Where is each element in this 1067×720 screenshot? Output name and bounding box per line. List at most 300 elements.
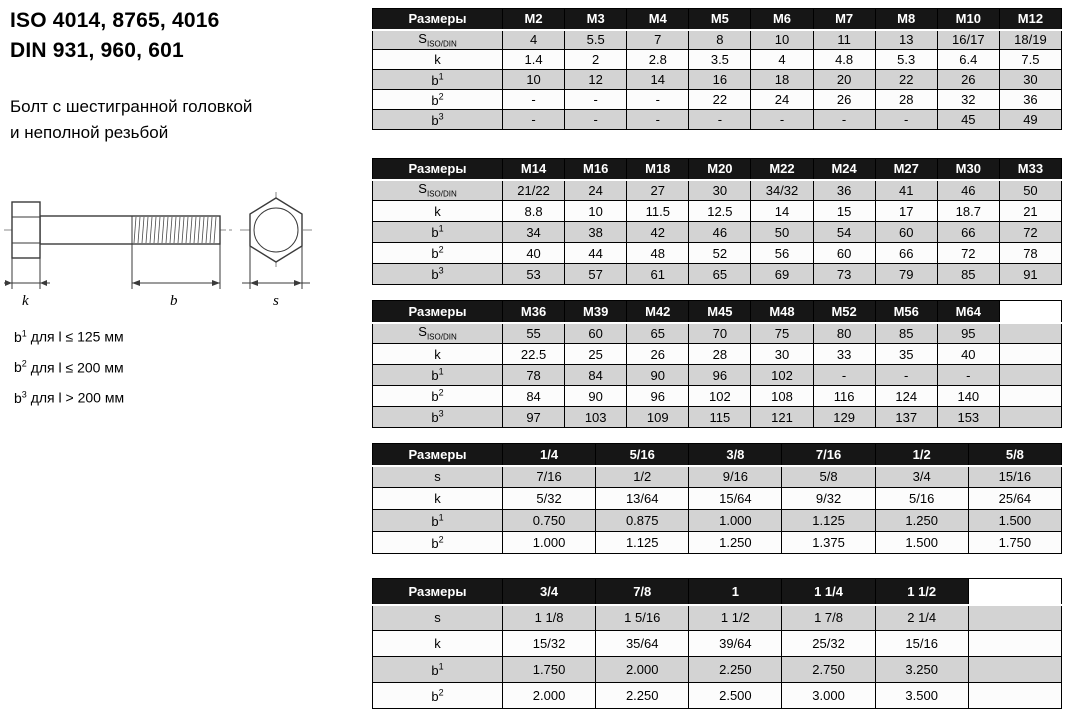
spec-value: 52: [689, 243, 751, 264]
spec-value: 73: [813, 264, 875, 285]
note-line-3: $b^3$ для l > 200 мм: [14, 389, 125, 406]
size-column-header: 7/8: [596, 579, 689, 605]
header-row: [373, 159, 1062, 180]
spec-value: 137: [875, 407, 937, 428]
spec-value: 1.125: [782, 510, 875, 532]
left-panel: [0, 0, 370, 720]
spec-value: 4: [751, 50, 813, 70]
spec-value: 80: [813, 323, 875, 344]
spec-value: -: [813, 365, 875, 386]
spec-value: 0.750: [503, 510, 596, 532]
bolt-side-view: [12, 202, 220, 258]
row-label: $b^2$: [373, 532, 503, 554]
dim-k-label: k: [22, 293, 29, 309]
spec-value: 1.000: [503, 532, 596, 554]
spec-value: 79: [875, 264, 937, 285]
bolt-end-view: [240, 192, 312, 268]
spec-value: [999, 407, 1061, 428]
spec-value: 25: [565, 344, 627, 365]
header-row: [373, 9, 1062, 30]
spec-value: 35: [875, 344, 937, 365]
spec-value: 48: [627, 243, 689, 264]
table-row: [373, 90, 1062, 110]
row-label: $S_{ISO/DIN}$: [373, 180, 503, 201]
size-column-header: M22: [751, 159, 813, 180]
table-row: [373, 110, 1062, 130]
row-label: $b^2$: [373, 90, 503, 110]
spec-value: 85: [937, 264, 999, 285]
spec-value: 10: [503, 70, 565, 90]
spec-value: 50: [751, 222, 813, 243]
table-row: [373, 30, 1062, 50]
spec-value: 1.250: [689, 532, 782, 554]
table-row: [373, 50, 1062, 70]
row-label: $b^1$: [373, 657, 503, 683]
spec-value: 124: [875, 386, 937, 407]
spec-value: [999, 323, 1061, 344]
spec-value: 56: [751, 243, 813, 264]
spec-value: 25/64: [968, 488, 1061, 510]
row-label: s: [373, 605, 503, 631]
spec-value: 46: [937, 180, 999, 201]
spec-value: [999, 386, 1061, 407]
spec-value: 32: [937, 90, 999, 110]
size-column-header: M27: [875, 159, 937, 180]
spec-value: 15/16: [968, 466, 1061, 488]
spec-value: 5.3: [875, 50, 937, 70]
sizes-header: Размеры: [373, 9, 503, 30]
header-row: [373, 579, 1062, 605]
dim-s-label: s: [273, 293, 279, 309]
table-row: [373, 657, 1062, 683]
spec-value: 54: [813, 222, 875, 243]
size-column-header: M45: [689, 301, 751, 323]
spec-value: 3.500: [875, 683, 968, 709]
row-label: k: [373, 488, 503, 510]
size-column-header: M64: [937, 301, 999, 323]
spec-value: 7/16: [503, 466, 596, 488]
spec-value: 41: [875, 180, 937, 201]
spec-value: 30: [689, 180, 751, 201]
spec-value: 49: [999, 110, 1061, 130]
size-column-header: 1 1/4: [782, 579, 875, 605]
length-notes: [14, 320, 124, 412]
description-line-2: и неполной резьбой: [10, 123, 169, 142]
spec-value: [968, 657, 1061, 683]
spec-value: 103: [565, 407, 627, 428]
row-label: $b^1$: [373, 365, 503, 386]
spec-value: 91: [999, 264, 1061, 285]
size-column-header: M12: [999, 9, 1061, 30]
spec-value: 1.4: [503, 50, 565, 70]
spec-value: 90: [565, 386, 627, 407]
spec-value: 18/19: [999, 30, 1061, 50]
size-column-header: M4: [627, 9, 689, 30]
spec-value: 90: [627, 365, 689, 386]
spec-value: 2 1/4: [875, 605, 968, 631]
bolt-technical-drawing: [4, 186, 364, 314]
spec-value: 42: [627, 222, 689, 243]
spec-value: 22: [689, 90, 751, 110]
size-column-header: M56: [875, 301, 937, 323]
spec-value: [968, 683, 1061, 709]
spec-value: 36: [813, 180, 875, 201]
spec-value: 1.250: [875, 510, 968, 532]
spec-value: 65: [689, 264, 751, 285]
spec-value: 5.5: [565, 30, 627, 50]
spec-table-4: [372, 443, 1062, 554]
spec-value: 84: [503, 386, 565, 407]
size-column-header: M42: [627, 301, 689, 323]
din-standards-line: DIN 931, 960, 601: [10, 39, 184, 62]
spec-value: 1.750: [503, 657, 596, 683]
spec-value: 13: [875, 30, 937, 50]
size-column-header: M36: [503, 301, 565, 323]
spec-value: 21/22: [503, 180, 565, 201]
spec-value: 7.5: [999, 50, 1061, 70]
spec-value: 11.5: [627, 201, 689, 222]
spec-value: [968, 631, 1061, 657]
product-description: [10, 94, 252, 146]
spec-value: 14: [751, 201, 813, 222]
header-row: [373, 444, 1062, 466]
spec-value: 2.250: [596, 683, 689, 709]
sizes-header: Размеры: [373, 301, 503, 323]
table-row: [373, 466, 1062, 488]
spec-value: 16/17: [937, 30, 999, 50]
spec-value: 12: [565, 70, 627, 90]
size-column-header: M10: [937, 9, 999, 30]
size-column-header: M6: [751, 9, 813, 30]
spec-value: 34: [503, 222, 565, 243]
size-column-header: M2: [503, 9, 565, 30]
spec-value: 4.8: [813, 50, 875, 70]
spec-value: 96: [689, 365, 751, 386]
table-row: [373, 683, 1062, 709]
note-line-2: $b^2$ для l ≤ 200 мм: [14, 358, 124, 376]
tables-area: [372, 0, 1062, 720]
spec-value: 78: [503, 365, 565, 386]
spec-value: -: [875, 365, 937, 386]
spec-value: 1.500: [968, 510, 1061, 532]
spec-value: 22: [875, 70, 937, 90]
spec-value: 28: [689, 344, 751, 365]
size-column-header: M16: [565, 159, 627, 180]
spec-value: 2.500: [689, 683, 782, 709]
spec-value: 35/64: [596, 631, 689, 657]
spec-value: 5/8: [782, 466, 875, 488]
spec-value: 129: [813, 407, 875, 428]
spec-value: 66: [875, 243, 937, 264]
spec-value: 96: [627, 386, 689, 407]
size-column-header: M30: [937, 159, 999, 180]
spec-value: 1 1/2: [689, 605, 782, 631]
size-column-header: M52: [813, 301, 875, 323]
spec-value: -: [627, 90, 689, 110]
spec-value: 60: [565, 323, 627, 344]
row-label: $S_{ISO/DIN}$: [373, 323, 503, 344]
spec-value: 95: [937, 323, 999, 344]
table-row: [373, 365, 1062, 386]
spec-value: -: [689, 110, 751, 130]
row-label: $b^1$: [373, 510, 503, 532]
empty-header-cell: [968, 579, 1061, 605]
size-column-header: M7: [813, 9, 875, 30]
spec-value: 14: [627, 70, 689, 90]
spec-value: 1 1/8: [503, 605, 596, 631]
spec-value: 2.250: [689, 657, 782, 683]
spec-value: 9/32: [782, 488, 875, 510]
empty-header-cell: [999, 301, 1061, 323]
spec-value: 15/32: [503, 631, 596, 657]
spec-value: 3.5: [689, 50, 751, 70]
iso-standards-line: ISO 4014, 8765, 4016: [10, 9, 220, 32]
table-row: [373, 631, 1062, 657]
spec-value: 8: [689, 30, 751, 50]
spec-value: 1.750: [968, 532, 1061, 554]
spec-value: 17: [875, 201, 937, 222]
spec-value: 121: [751, 407, 813, 428]
spec-value: 72: [999, 222, 1061, 243]
spec-value: 2: [565, 50, 627, 70]
size-column-header: 5/16: [596, 444, 689, 466]
dimension-b: [132, 244, 220, 309]
spec-value: 70: [689, 323, 751, 344]
sizes-header: Размеры: [373, 159, 503, 180]
spec-value: 3/4: [875, 466, 968, 488]
spec-value: 9/16: [689, 466, 782, 488]
spec-value: 12.5: [689, 201, 751, 222]
table-row: [373, 407, 1062, 428]
spec-value: 61: [627, 264, 689, 285]
spec-value: 84: [565, 365, 627, 386]
table-row: [373, 510, 1062, 532]
table-row: [373, 488, 1062, 510]
table-row: [373, 222, 1062, 243]
row-label: $b^1$: [373, 222, 503, 243]
spec-value: 26: [627, 344, 689, 365]
spec-value: 34/32: [751, 180, 813, 201]
spec-value: -: [813, 110, 875, 130]
spec-value: 15: [813, 201, 875, 222]
spec-value: 1.500: [875, 532, 968, 554]
spec-value: 7: [627, 30, 689, 50]
size-column-header: 5/8: [968, 444, 1061, 466]
spec-value: 53: [503, 264, 565, 285]
size-column-header: 1: [689, 579, 782, 605]
row-label: k: [373, 201, 503, 222]
table-row: [373, 605, 1062, 631]
spec-value: 30: [751, 344, 813, 365]
size-column-header: M8: [875, 9, 937, 30]
spec-value: 102: [689, 386, 751, 407]
row-label: $b^1$: [373, 70, 503, 90]
row-label: $b^2$: [373, 386, 503, 407]
spec-value: 4: [503, 30, 565, 50]
spec-value: 33: [813, 344, 875, 365]
dim-b-label: b: [170, 293, 178, 309]
spec-value: 60: [813, 243, 875, 264]
spec-value: 69: [751, 264, 813, 285]
spec-value: 115: [689, 407, 751, 428]
spec-value: 57: [565, 264, 627, 285]
spec-value: -: [565, 90, 627, 110]
spec-value: [999, 365, 1061, 386]
table-row: [373, 532, 1062, 554]
size-column-header: 3/8: [689, 444, 782, 466]
spec-value: 8.8: [503, 201, 565, 222]
size-column-header: 1/4: [503, 444, 596, 466]
row-label: $b^2$: [373, 243, 503, 264]
row-label: $b^3$: [373, 407, 503, 428]
size-column-header: 1 1/2: [875, 579, 968, 605]
spec-value: 2.8: [627, 50, 689, 70]
spec-value: 22.5: [503, 344, 565, 365]
spec-table-1: [372, 8, 1062, 130]
row-label: k: [373, 631, 503, 657]
spec-value: 72: [937, 243, 999, 264]
spec-value: 24: [565, 180, 627, 201]
spec-value: 97: [503, 407, 565, 428]
spec-value: 40: [937, 344, 999, 365]
spec-value: 25/32: [782, 631, 875, 657]
spec-value: 10: [565, 201, 627, 222]
spec-value: 3.250: [875, 657, 968, 683]
spec-value: 5/16: [875, 488, 968, 510]
spec-value: 108: [751, 386, 813, 407]
spec-value: 39/64: [689, 631, 782, 657]
spec-table-3: [372, 300, 1062, 428]
standards-title: [10, 6, 220, 66]
spec-value: 109: [627, 407, 689, 428]
size-column-header: M33: [999, 159, 1061, 180]
spec-value: 85: [875, 323, 937, 344]
spec-value: 11: [813, 30, 875, 50]
row-label: s: [373, 466, 503, 488]
row-label: k: [373, 50, 503, 70]
spec-value: 13/64: [596, 488, 689, 510]
spec-value: -: [565, 110, 627, 130]
spec-value: 102: [751, 365, 813, 386]
spec-value: 46: [689, 222, 751, 243]
spec-value: [999, 344, 1061, 365]
spec-value: 66: [937, 222, 999, 243]
spec-value: 15/64: [689, 488, 782, 510]
spec-value: -: [751, 110, 813, 130]
sizes-header: Размеры: [373, 579, 503, 605]
spec-value: 60: [875, 222, 937, 243]
spec-value: 18: [751, 70, 813, 90]
spec-value: -: [875, 110, 937, 130]
spec-value: 1/2: [596, 466, 689, 488]
table-row: [373, 180, 1062, 201]
row-label: k: [373, 344, 503, 365]
row-label: $b^3$: [373, 264, 503, 285]
spec-table-5: [372, 578, 1062, 709]
row-label: $b^3$: [373, 110, 503, 130]
size-column-header: 7/16: [782, 444, 875, 466]
spec-value: 26: [937, 70, 999, 90]
row-label: $S_{ISO/DIN}$: [373, 30, 503, 50]
spec-value: 2.750: [782, 657, 875, 683]
table-row: [373, 70, 1062, 90]
spec-value: 26: [813, 90, 875, 110]
spec-value: -: [627, 110, 689, 130]
size-column-header: M48: [751, 301, 813, 323]
table-row: [373, 201, 1062, 222]
size-column-header: M18: [627, 159, 689, 180]
spec-value: 5/32: [503, 488, 596, 510]
spec-value: 3.000: [782, 683, 875, 709]
note-line-1: $b^1$ для l ≤ 125 мм: [14, 328, 124, 345]
spec-value: 45: [937, 110, 999, 130]
size-column-header: 1/2: [875, 444, 968, 466]
spec-value: 50: [999, 180, 1061, 201]
spec-value: 116: [813, 386, 875, 407]
size-column-header: M5: [689, 9, 751, 30]
spec-value: 65: [627, 323, 689, 344]
spec-value: -: [937, 365, 999, 386]
spec-value: 6.4: [937, 50, 999, 70]
spec-value: 1.125: [596, 532, 689, 554]
spec-value: 1 5/16: [596, 605, 689, 631]
table-row: [373, 344, 1062, 365]
spec-value: 153: [937, 407, 999, 428]
table-row: [373, 386, 1062, 407]
spec-value: 2.000: [596, 657, 689, 683]
spec-value: 1.375: [782, 532, 875, 554]
spec-value: 16: [689, 70, 751, 90]
table-row: [373, 243, 1062, 264]
spec-value: [968, 605, 1061, 631]
spec-value: 20: [813, 70, 875, 90]
spec-value: 55: [503, 323, 565, 344]
spec-value: 18.7: [937, 201, 999, 222]
spec-value: 27: [627, 180, 689, 201]
size-column-header: M3: [565, 9, 627, 30]
spec-value: 24: [751, 90, 813, 110]
size-column-header: M20: [689, 159, 751, 180]
size-column-header: M24: [813, 159, 875, 180]
spec-value: 40: [503, 243, 565, 264]
spec-value: 15/16: [875, 631, 968, 657]
header-row: [373, 301, 1062, 323]
spec-value: 28: [875, 90, 937, 110]
spec-value: 1 7/8: [782, 605, 875, 631]
spec-value: 44: [565, 243, 627, 264]
spec-value: 10: [751, 30, 813, 50]
spec-value: 78: [999, 243, 1061, 264]
sizes-header: Размеры: [373, 444, 503, 466]
table-row: [373, 323, 1062, 344]
spec-value: 38: [565, 222, 627, 243]
row-label: $b^2$: [373, 683, 503, 709]
spec-value: 2.000: [503, 683, 596, 709]
description-line-1: Болт с шестигранной головкой: [10, 97, 253, 116]
spec-value: 75: [751, 323, 813, 344]
spec-value: 0.875: [596, 510, 689, 532]
spec-value: -: [503, 110, 565, 130]
size-column-header: 3/4: [503, 579, 596, 605]
spec-value: 140: [937, 386, 999, 407]
size-column-header: M14: [503, 159, 565, 180]
spec-value: 36: [999, 90, 1061, 110]
spec-table-2: [372, 158, 1062, 285]
size-column-header: M39: [565, 301, 627, 323]
spec-value: -: [503, 90, 565, 110]
spec-value: 1.000: [689, 510, 782, 532]
spec-value: 30: [999, 70, 1061, 90]
